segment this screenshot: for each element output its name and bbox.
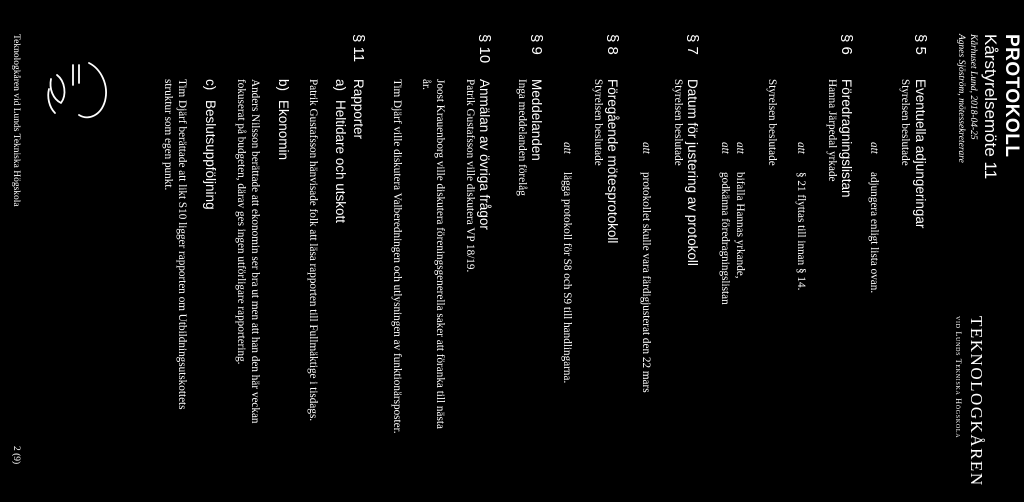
signature-initials xyxy=(39,55,119,135)
meeting-name: Kårstyrelsemöte 11 xyxy=(981,34,1000,180)
section-7-att: att xyxy=(640,142,652,154)
section-5-text: Styrelsen beslutade xyxy=(899,79,911,166)
section-6-att3-text: godkänna föredragningslistan xyxy=(719,172,731,305)
section-6-att3: att xyxy=(719,142,731,154)
section-8-number: § 8 xyxy=(604,34,621,55)
section-8-heading: Föregående mötesprotokoll xyxy=(605,79,620,244)
section-7-number: § 7 xyxy=(684,34,701,55)
footer-org: Teknologkåren vid Lunds Tekniska Högskola xyxy=(11,34,21,207)
section-10-line4: Tim Djärf ville diskutera Valberedningen och utlysningen av funktionärsposter. xyxy=(391,79,403,434)
section-5-number: § 5 xyxy=(912,34,929,55)
section-5-heading: Eventuella adjungeringar xyxy=(913,79,928,229)
section-5-att: att xyxy=(868,142,880,154)
section-10-number: § 10 xyxy=(476,34,493,64)
section-11-number: § 11 xyxy=(350,34,367,63)
section-6-att2: att xyxy=(734,142,746,154)
section-6-att2-text: bifalla Hannas yrkande, xyxy=(734,172,746,279)
footer-page-number: 2 (9) xyxy=(11,446,21,465)
section-11-c-heading: Beslutsuppföljning xyxy=(203,100,218,210)
section-11-c-text2: struktur som egen punkt. xyxy=(162,79,174,191)
section-6-text: Hanna Järpedal yrkade xyxy=(826,79,838,182)
section-11-heading: Rapporter xyxy=(351,79,366,140)
section-11-a-label: a) xyxy=(333,79,348,92)
section-6-number: § 6 xyxy=(838,34,855,55)
section-10-heading: Anmälan av övriga frågor xyxy=(477,79,492,230)
org-logo-name: TEKNOLOGKÅREN xyxy=(967,316,986,487)
section-6-text2: Styrelsen beslutade xyxy=(766,79,778,166)
section-8-att-text: lägga protokoll för S8 och S9 till handlingarna. xyxy=(561,172,573,384)
section-10-line3: år. xyxy=(420,79,432,90)
section-10-line2: Joost Krauenborg ville diskutera föreningsgenerella saker att föranka till nästa xyxy=(434,79,446,429)
section-7-att-text: protokollet skulle vara färdigjusterat den 22 mars xyxy=(640,172,652,393)
section-11-a-heading: Heltidare och utskott xyxy=(333,100,348,224)
section-11-b-text1: Anders Nilsson berättade att ekonomin ser bra ut men att han den här veckan xyxy=(249,79,261,424)
section-9-number: § 9 xyxy=(528,34,545,55)
section-5-att-text: adjungera enligt lista ovan. xyxy=(868,172,880,294)
section-9-heading: Meddelanden xyxy=(529,79,544,161)
section-10-line1: Patrik Gustafsson ville diskutera VP 18/19. xyxy=(464,79,476,273)
section-11-b-label: b) xyxy=(276,79,291,92)
meeting-place-date: Kårhuset Lund, 2018-04-25 xyxy=(968,34,978,140)
section-8-text: Styrelsen beslutade xyxy=(592,79,604,166)
section-11-c-text1: Tim Djärf berättade att likt S10 ligger rapporten om Utbildningsutskottets xyxy=(176,79,188,410)
section-8-att: att xyxy=(561,142,573,154)
section-11-a-text: Patrik Gustafsson hänvisade folk att läsa rapporten till Fullmäktige i tisdags. xyxy=(307,79,319,422)
section-6-att-text: § 21 flyttas till innan § 14. xyxy=(795,172,807,291)
section-11-c-label: c) xyxy=(203,79,218,91)
org-logo-sub: vid Lunds Tekniska Högskola xyxy=(954,316,963,439)
section-9-text: Inga meddelanden förelåg xyxy=(516,79,528,196)
section-6-heading: Föredragningslistan xyxy=(839,79,854,198)
section-11-b-heading: Ekonomin xyxy=(276,100,291,161)
meeting-secretary: Agnes Sjöström, mötessekreterare xyxy=(956,34,966,163)
section-7-heading: Datum för justering av protokoll xyxy=(685,79,700,266)
section-6-att: att xyxy=(795,142,807,154)
document-title: PROTOKOLL xyxy=(1001,34,1022,158)
section-11-b-text2: fokuserat på budgeten, därav ges ingen utförligare rapportering. xyxy=(235,79,247,365)
section-7-text: Styrelsen beslutade xyxy=(672,79,684,166)
